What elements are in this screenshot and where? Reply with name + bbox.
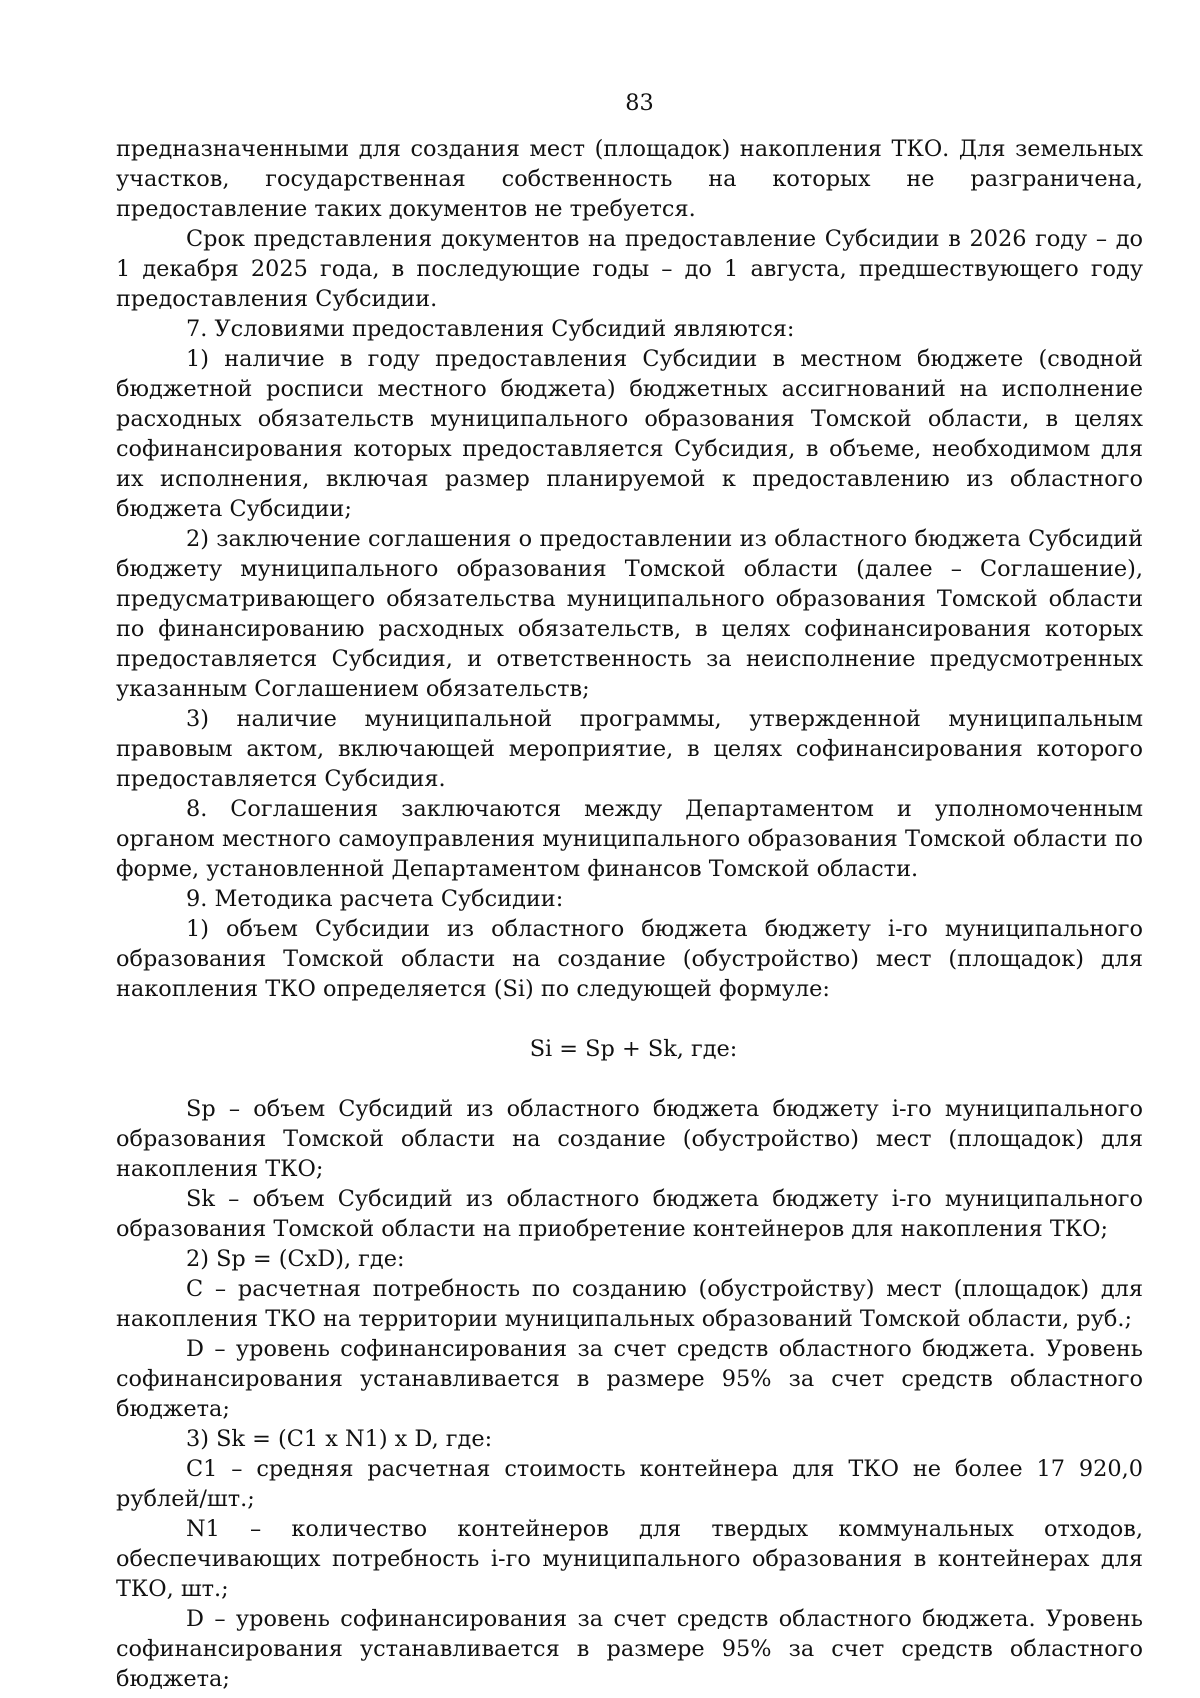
paragraph-deadline: Срок представления документов на предоставление Субсидии в 2026 году – до 1 декабря 2025 года, в последующие годы – до 1 августа, предшествующего году предоставления Субсидии. [116,226,1143,312]
paragraph-sk-definition: Sk – объем Субсидий из областного бюджета бюджету i-го муниципального образования Томской области на приобретение контейнеров для накопления ТКО; [116,1186,1143,1242]
paragraph-item-7: 7. Условиями предоставления Субсидий являются: [186,316,795,342]
paragraph-d-definition-2: D – уровень софинансирования за счет средств областного бюджета. Уровень софинансирования устанавливается в размере 95% за счет средств областного бюджета; [116,1606,1143,1692]
paragraph-formula-sp: 2) Sp = (CxD), где: [186,1246,405,1272]
paragraph-item-9: 9. Методика расчета Субсидии: [186,886,564,912]
paragraph-item-7-3: 3) наличие муниципальной программы, утвержденной муниципальным правовым актом, включающей мероприятие, в целях софинансирования которого предоставляется Субсидия. [116,706,1143,792]
paragraph-item-7-1: 1) наличие в году предоставления Субсидии в местном бюджете (сводной бюджетной росписи местного бюджета) бюджетных ассигнований на исполнение расходных обязательств муниципального образования Томской области, в целях софинансирования которых предоставляется Субсидия, в объеме, необходимом для их исполнения, включая размер планируемой к предоставлению из областного бюджета Субсидии; [116,346,1143,522]
formula-si: Si = Sp + Sk, где: [529,1036,738,1062]
paragraph-item-8: 8. Соглашения заключаются между Департаментом и уполномоченным органом местного самоуправления муниципального образования Томской области по форме, установленной Департаментом финансов Томской области. [116,796,1143,882]
paragraph-c-definition: C – расчетная потребность по созданию (обустройству) мест (площадок) для накопления ТКО на территории муниципальных образований Томской области, руб.; [116,1276,1143,1332]
paragraph-formula-sk: 3) Sk = (C1 x N1) x D, где: [186,1426,493,1452]
paragraph-continuation: предназначенными для создания мест (площадок) накопления ТКО. Для земельных участков, государственная собственность на которых не разграничена, предоставление таких документов не требуется. [116,136,1143,222]
paragraph-item-9-1: 1) объем Субсидии из областного бюджета бюджету i-го муниципального образования Томской области на создание (обустройство) мест (площадок) для накопления ТКО определяется (Si) по следующей формуле: [116,916,1143,1002]
paragraph-d-definition: D – уровень софинансирования за счет средств областного бюджета. Уровень софинансирования устанавливается в размере 95% за счет средств областного бюджета; [116,1336,1143,1422]
paragraph-c1-definition: C1 – средняя расчетная стоимость контейнера для ТКО не более 17 920,0 рублей/шт.; [116,1456,1143,1512]
paragraph-item-7-2: 2) заключение соглашения о предоставлении из областного бюджета Субсидий бюджету муниципального образования Томской области (далее – Соглашение), предусматривающего обязательства муниципального образования Томской области по финансированию расходных обязательств, в целях софинансирования которых предоставляется Субсидия, и ответственность за неисполнение предусмотренных указанным Соглашением обязательств; [116,526,1143,702]
page-number: 83 [625,90,654,116]
paragraph-n1-definition: N1 – количество контейнеров для твердых коммунальных отходов, обеспечивающих потребность i-го муниципального образования в контейнерах для ТКО, шт.; [116,1516,1143,1602]
paragraph-sp-definition: Sp – объем Субсидий из областного бюджета бюджету i-го муниципального образования Томской области на создание (обустройство) мест (площадок) для накопления ТКО; [116,1096,1143,1182]
